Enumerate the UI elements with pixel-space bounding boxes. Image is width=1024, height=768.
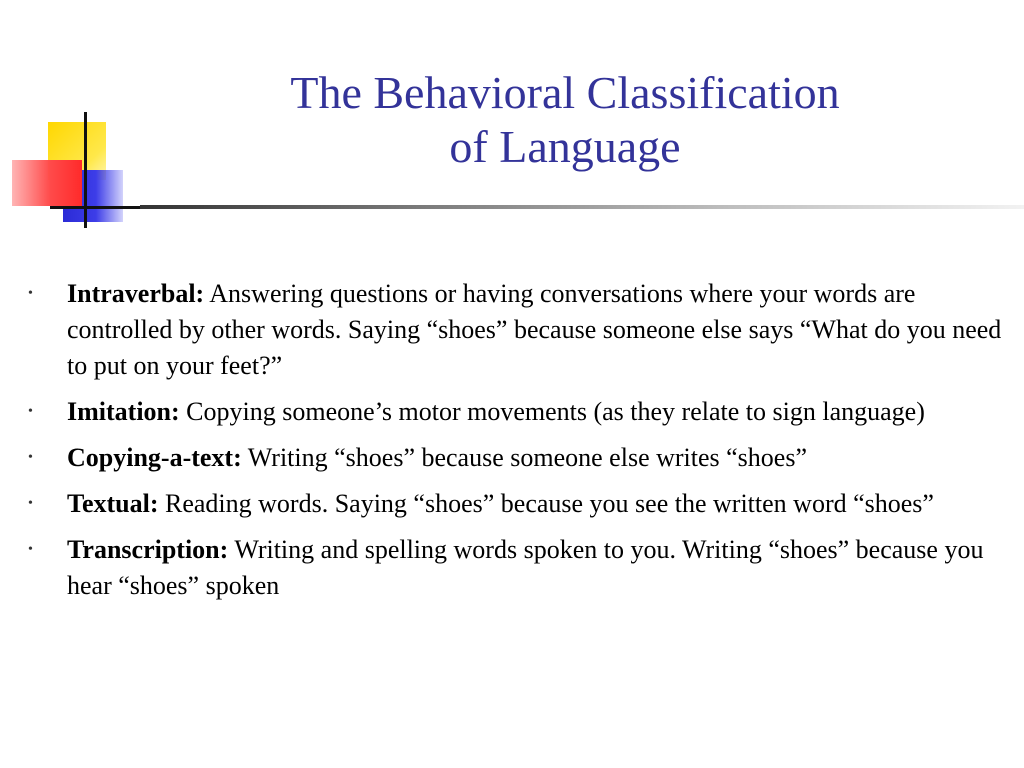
bullet-item-intraverbal bbox=[28, 276, 1008, 384]
title-line-1: The Behavioral Classification bbox=[290, 67, 840, 118]
bullet-item-imitation bbox=[28, 394, 1008, 430]
bullet-dot-icon: • bbox=[28, 286, 33, 301]
bullet-dot-icon: • bbox=[28, 450, 33, 465]
slide-title bbox=[130, 66, 1000, 174]
bullet-item-textual bbox=[28, 486, 1008, 522]
bullet-item-transcription bbox=[28, 532, 1008, 604]
bullet-text: Reading words. Saying “shoes” because you see the written word “shoes” bbox=[158, 489, 934, 518]
logo-vertical-line bbox=[84, 112, 87, 228]
title-line-2: of Language bbox=[449, 121, 681, 172]
bullet-text: Answering questions or having conversations where your words are controlled by other words. Saying “shoes” because someone else says “What do you need to put on your feet?” bbox=[67, 279, 1002, 380]
bullet-term: Intraverbal: bbox=[67, 279, 205, 308]
bullet-text: Copying someone’s motor movements (as they relate to sign language) bbox=[179, 397, 925, 426]
bullet-dot-icon: • bbox=[28, 542, 33, 557]
bullet-term: Copying-a-text: bbox=[67, 443, 242, 472]
bullet-text: Writing “shoes” because someone else writes “shoes” bbox=[241, 443, 807, 472]
bullet-term: Textual: bbox=[67, 489, 159, 518]
bullet-term: Transcription: bbox=[67, 535, 229, 564]
red-square bbox=[12, 160, 82, 206]
title-underline-rule bbox=[140, 205, 1024, 209]
bullet-item-copying-a-text bbox=[28, 440, 1008, 476]
bullet-list bbox=[28, 276, 1008, 614]
logo-horizontal-line bbox=[50, 206, 140, 209]
bullet-term: Imitation: bbox=[67, 397, 180, 426]
bullet-text: Writing and spelling words spoken to you. Writing “shoes” because you hear “shoes” spoken bbox=[67, 535, 984, 600]
bullet-dot-icon: • bbox=[28, 496, 33, 511]
bullet-dot-icon: • bbox=[28, 404, 33, 419]
